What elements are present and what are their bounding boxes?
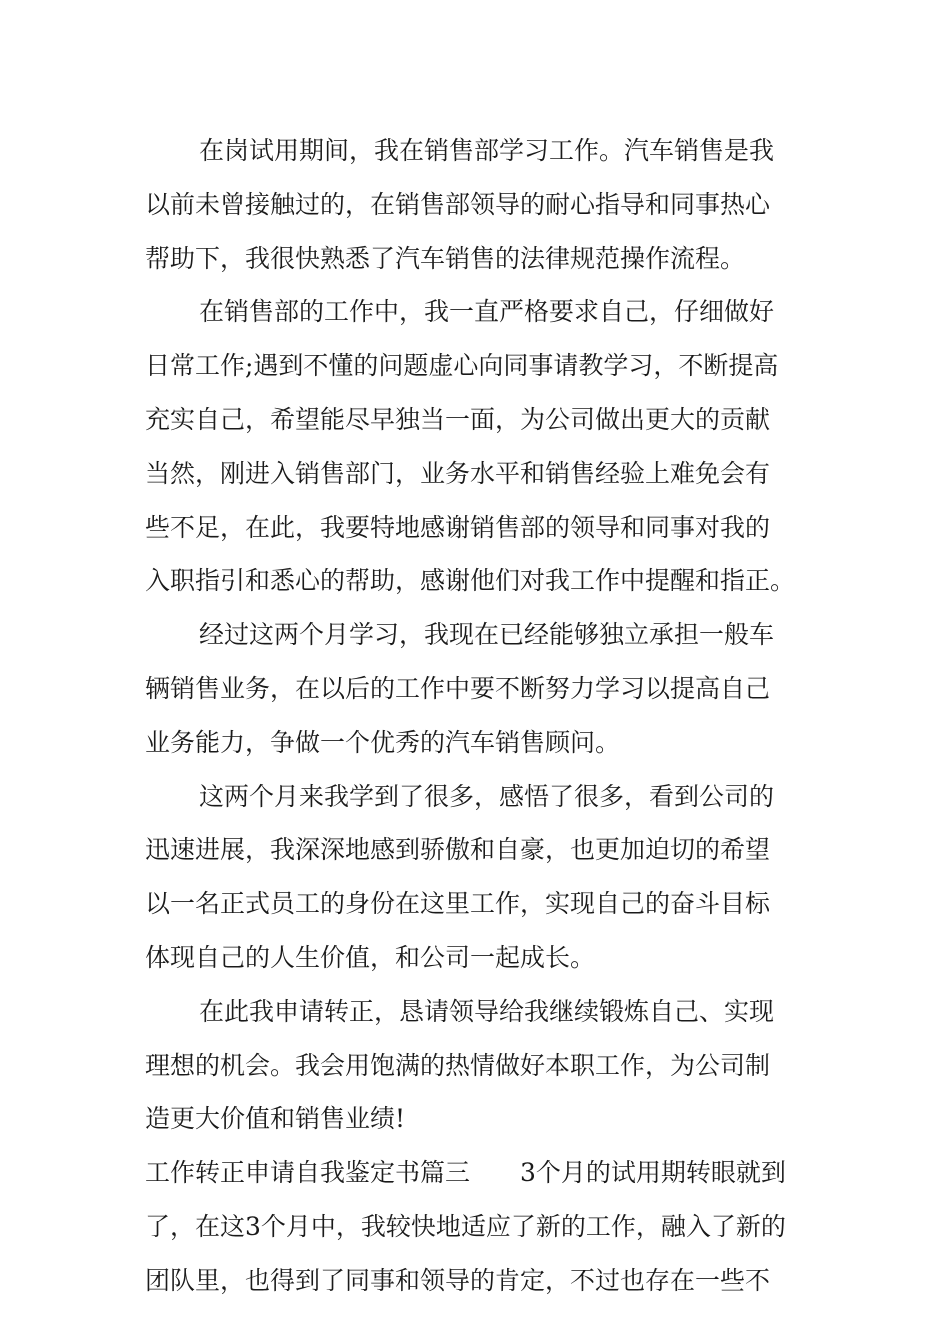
text-line: 入职指引和悉心的帮助，感谢他们对我工作中提醒和指正。 xyxy=(145,566,796,596)
text-line: 帮助下，我很快熟悉了汽车销售的法律规范操作流程。 xyxy=(145,243,746,273)
text-line: 业务能力，争做一个优秀的汽车销售顾问。 xyxy=(145,727,621,757)
text-line: 在此我申请转正，恳请领导给我继续锻炼自己、实现 xyxy=(199,996,775,1026)
text-line: 以一名正式员工的身份在这里工作，实现自己的奋斗目标 xyxy=(145,889,771,919)
text-line: 迅速进展，我深深地感到骄傲和自豪，也更加迫切的希望 xyxy=(145,835,771,865)
text-line: 辆销售业务，在以后的工作中要不断努力学习以提高自己 xyxy=(145,673,771,703)
text-line: 充实自己，希望能尽早独当一面，为公司做出更大的贡献 xyxy=(145,404,771,434)
text-line: 经过这两个月学习，我现在已经能够独立承担一般车 xyxy=(199,620,775,650)
text-line: 些不足，在此，我要特地感谢销售部的领导和同事对我的 xyxy=(145,512,771,542)
text-line: 以前未曾接触过的，在销售部领导的耐心指导和同事热心 xyxy=(145,189,771,219)
document-body xyxy=(145,124,810,1308)
text-line: 日常工作;遇到不懂的问题虚心向同事请教学习，不断提高 xyxy=(145,351,779,381)
text-line: 造更大价值和销售业绩! xyxy=(145,1104,406,1134)
text-line: 在岗试用期间，我在销售部学习工作。汽车销售是我 xyxy=(199,136,775,165)
text-line: 团队里，也得到了同事和领导的肯定，不过也存在一些不 xyxy=(145,1265,771,1295)
text-line: 体现自己的人生价值，和公司一起成长。 xyxy=(145,942,596,972)
text-line: 这两个月来我学到了很多，感悟了很多，看到公司的 xyxy=(199,781,775,811)
text-line: 工作转正申请自我鉴定书篇三 3个月的试用期转眼就到 xyxy=(145,1158,786,1188)
text-line: 当然，刚进入销售部门，业务水平和销售经验上难免会有 xyxy=(145,458,771,488)
text-line: 了，在这3个月中，我较快地适应了新的工作，融入了新的 xyxy=(145,1211,786,1241)
text-line: 在销售部的工作中，我一直严格要求自己，仔细做好 xyxy=(199,297,775,327)
text-line: 理想的机会。我会用饱满的热情做好本职工作，为公司制 xyxy=(145,1050,771,1080)
